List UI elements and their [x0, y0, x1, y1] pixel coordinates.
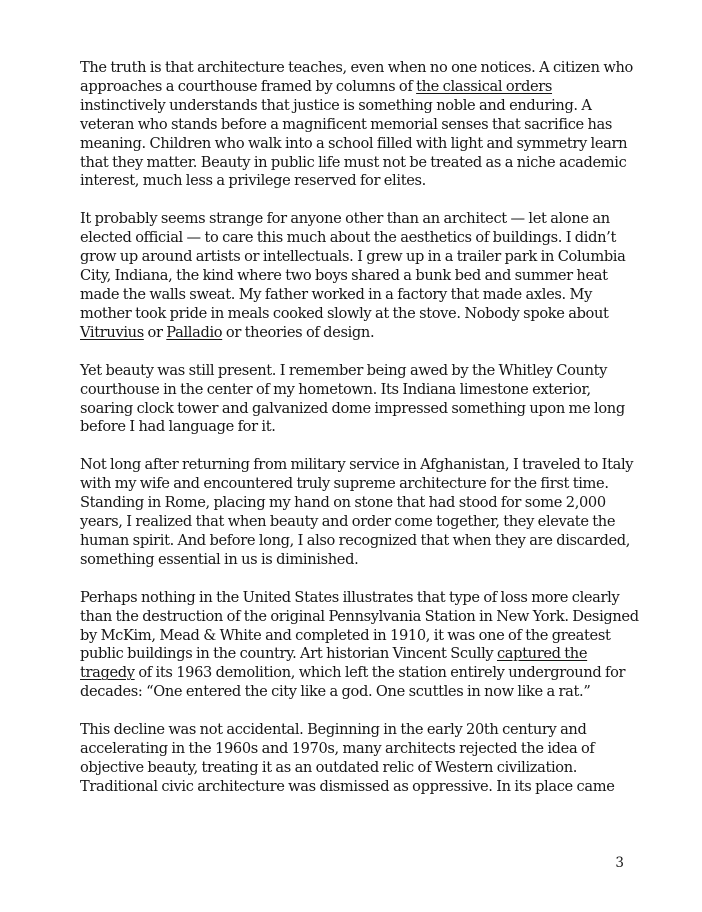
inline-link[interactable]: the classical orders: [416, 77, 553, 95]
paragraph-text: or theories of design.: [222, 323, 375, 341]
paragraph: [80, 59, 640, 191]
inline-link[interactable]: Vitruvius: [80, 323, 144, 341]
paragraph-text: of its 1963 demolition, which left the station entirely underground for decades: “One entered the city like a god. One scuttles in now like a rat.”: [80, 664, 626, 701]
body-text: [80, 59, 640, 816]
paragraph-text: The truth is that architecture teaches, even when no one notices. A citizen who approaches a courthouse framed by columns of: [80, 59, 633, 95]
paragraph-text: This decline was not accidental. Beginning in the early 20th century and accelerating in the 1960s and 1970s, many architects rejected the idea of objective beauty, treating it as an outdated relic of Western civilization. Traditional civic architecture was dismissed as oppressive. In its place came: [80, 721, 615, 795]
inline-link[interactable]: captured the tragedy: [80, 645, 588, 682]
paragraph-text: instinctively understands that justice is something noble and enduring. A veteran who stands before a magnificent memorial senses that sacrifice has meaning. Children who walk into a school filled with light and symmetry learn that they matter. Beauty in public life must not be treated as a niche academic interest, much less a privilege reserved for elites.: [80, 96, 628, 190]
paragraph: [80, 721, 640, 797]
paragraph: [80, 210, 640, 342]
paragraph-text: Yet beauty was still present. I remember being awed by the Whitley County courthouse in the center of my hometown. Its Indiana limestone exterior, soaring clock tower and galvanized dome impressed something upon me long before I had language for it.: [80, 361, 625, 436]
paragraph-text: Perhaps nothing in the United States illustrates that type of loss more clearly than the destruction of the original Pennsylvania Station in New York. Designed by McKim, Mead & White and completed in 1910, it was one of the greatest public buildings in the country. Art historian Vincent Scully: [80, 588, 639, 663]
page-number: 3: [615, 855, 624, 871]
paragraph-text: Not long after returning from military service in Afghanistan, I traveled to Italy with my wife and encountered truly supreme architecture for the first time. Standing in Rome, placing my hand on stone that had stood for some 2,000 years, I realized that when beauty and order come together, they elevate the human spirit. And before long, I also recognized that when they are discarded, something essential in us is diminished.: [80, 456, 634, 568]
inline-link[interactable]: Palladio: [166, 323, 223, 341]
paragraph: [80, 362, 640, 438]
paragraph-text: or: [143, 323, 167, 341]
paragraph-text: It probably seems strange for anyone other than an architect — let alone an elected official — to care this much about the aesthetics of buildings. I didn’t grow up around artists or intellectuals. I grew up in a trailer park in Columbia City, Indiana, the kind where two boys shared a bunk bed and summer heat made the walls sweat. My father worked in a factory that made axles. My mother took pride in meals cooked slowly at the stove. Nobody spoke about: [80, 210, 626, 322]
paragraph: [80, 456, 640, 569]
paragraph: [80, 589, 640, 702]
